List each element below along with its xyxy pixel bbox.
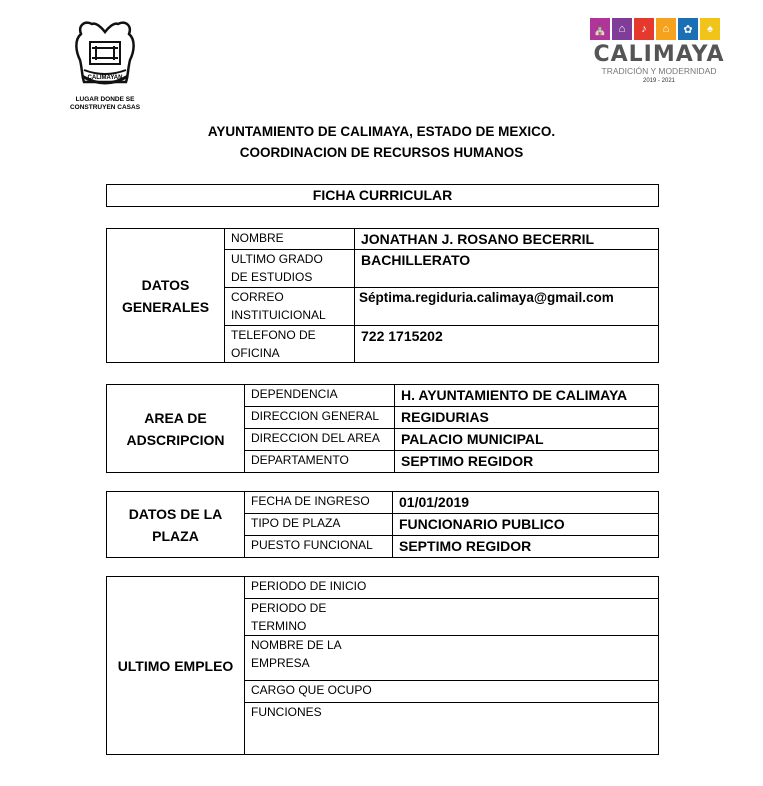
datos-generales-table — [106, 228, 659, 363]
section-label: ULTIMO EMPLEO — [107, 577, 245, 755]
field-label — [225, 250, 355, 288]
field-label-line: NOMBRE DE LA — [251, 638, 342, 652]
field-label: DIRECCION DEL AREA — [245, 429, 395, 451]
field-label — [245, 636, 659, 681]
field-label-line: PERIODO DE — [251, 601, 327, 615]
field-label — [225, 288, 355, 326]
house-icon: ⌂ — [656, 18, 676, 40]
field-value: Séptima.regiduria.calimaya@gmail.com — [355, 288, 659, 326]
field-value: BACHILLERATO — [355, 250, 659, 288]
field-label-line: TELEFONO DE — [231, 328, 316, 342]
field-label: PERIODO DE INICIO — [245, 577, 659, 599]
area-adscripcion-table — [106, 384, 659, 473]
section-label-line: DATOS — [141, 276, 190, 293]
section-label — [107, 229, 225, 363]
guitar-icon: ♪ — [634, 18, 654, 40]
field-label-line: DE ESTUDIOS — [231, 270, 313, 284]
field-value: REGIDURIAS — [395, 407, 659, 429]
field-label: DEPARTAMENTO — [245, 451, 395, 473]
field-label: NOMBRE — [225, 229, 355, 250]
field-label: TIPO DE PLAZA — [245, 514, 393, 536]
field-label — [245, 599, 659, 636]
field-label-line: INSTITUICIONAL — [231, 308, 326, 322]
brand-tagline: TRADICIÓN Y MODERNIDAD — [601, 66, 717, 76]
brand-tiles — [590, 18, 730, 40]
field-value: JONATHAN J. ROSANO BECERRIL — [355, 229, 659, 250]
form-title: FICHA CURRICULAR — [106, 184, 659, 207]
field-value: SEPTIMO REGIDOR — [393, 536, 659, 558]
field-label-line: OFICINA — [231, 346, 280, 360]
calimayan-emblem-icon — [62, 18, 148, 96]
field-label: PUESTO FUNCIONAL — [245, 536, 393, 558]
logo-caption — [62, 96, 148, 112]
field-value: H. AYUNTAMIENTO DE CALIMAYA — [395, 385, 659, 407]
field-label: CARGO QUE OCUPO — [245, 681, 659, 703]
section-label — [107, 492, 245, 558]
field-label-line: CORREO — [231, 290, 284, 304]
calimaya-brand-logo — [588, 18, 730, 98]
brand-name: CALIMAYA — [593, 42, 725, 67]
calimayan-logo — [62, 18, 148, 111]
field-label: FUNCIONES — [245, 703, 659, 755]
arch-icon: ⌂ — [612, 18, 632, 40]
field-label — [225, 326, 355, 363]
emblem-caption: CALIMAYAN — [87, 75, 123, 81]
section-label-line: DATOS DE LA — [128, 505, 223, 522]
corn-icon: ♠ — [700, 18, 720, 40]
section-label-line: PLAZA — [152, 527, 199, 544]
field-label-line: EMPRESA — [251, 656, 310, 670]
field-label-line: ULTIMO GRADO — [231, 252, 323, 266]
field-label: DEPENDENCIA — [245, 385, 395, 407]
field-value: FUNCIONARIO PUBLICO — [393, 514, 659, 536]
field-value: 01/01/2019 — [393, 492, 659, 514]
datos-plaza-table — [106, 491, 659, 558]
field-label-line: TERMINO — [251, 619, 307, 633]
document-title: AYUNTAMIENTO DE CALIMAYA, ESTADO DE MEXICO. — [207, 124, 556, 139]
section-label-line: ADSCRIPCION — [126, 431, 225, 448]
logo-caption-line: CONSTRUYEN CASAS — [69, 104, 141, 111]
ultimo-empleo-table — [106, 576, 659, 755]
brand-years: 2019 - 2021 — [642, 78, 676, 84]
field-label: FECHA DE INGRESO — [245, 492, 393, 514]
section-label-line: AREA DE — [144, 409, 207, 426]
section-label-line: GENERALES — [121, 298, 210, 315]
field-value: 722 1715202 — [355, 326, 659, 363]
logo-caption-line: LUGAR DONDE SE — [75, 96, 135, 103]
field-value: PALACIO MUNICIPAL — [395, 429, 659, 451]
section-label — [107, 385, 245, 473]
field-label: DIRECCION GENERAL — [245, 407, 395, 429]
rabbit-icon: ✿ — [678, 18, 698, 40]
field-value: SEPTIMO REGIDOR — [395, 451, 659, 473]
document-subtitle: COORDINACION DE RECURSOS HUMANOS — [239, 145, 524, 160]
church-icon: ⛪ — [590, 18, 610, 40]
